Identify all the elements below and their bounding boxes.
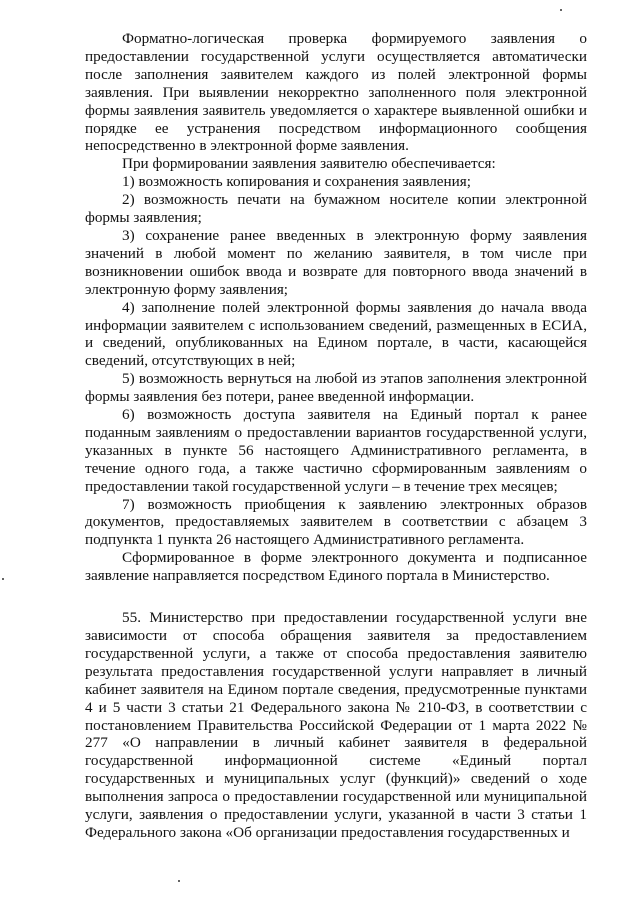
document-page [85, 30, 587, 842]
list-item-6: 6) возможность доступа заявителя на Единый портал к ранее поданным заявлениям о предоставлении вариантов государственной услуги, указанных в пункте 56 настоящего Административного регламента, в течение одного года, а также частично сформированным заявлениям о предоставлении такой государственной услуги – в течение трех месяцев; [85, 406, 587, 495]
list-item-5: 5) возможность вернуться на любой из этапов заполнения электронной формы заявления без потери, ранее введенной информации. [85, 370, 587, 406]
list-item-4: 4) заполнение полей электронной формы заявления до начала ввода информации заявителем с использованием сведений, размещенных в ЕСИА, и сведений, опубликованных на Едином портале, в части, касающейся сведений, отсутствующих в ней; [85, 298, 587, 370]
paragraph-submission: Сформированное в форме электронного документа и подписанное заявление направляется посредством Единого портала в Министерство. [85, 549, 587, 585]
paragraph-format-check: Форматно-логическая проверка формируемого заявления о предоставлении государственной услуги осуществляется автоматически после заполнения заявителем каждого из полей электронной формы заявления. При выявлении некорректно заполненного поля электронной формы заявления заявитель уведомляется о характере выявленной ошибки и порядке ее устранения посредством информационного сообщения непосредственно в электронной форме заявления. [85, 30, 587, 155]
scan-speck [560, 9, 562, 11]
list-item-7: 7) возможность приобщения к заявлению электронных образов документов, предоставляемых заявителем в соответствии с абзацем 3 подпункта 1 пункта 26 настоящего Административного регламента. [85, 495, 587, 549]
paragraph-55: 55. Министерство при предоставлении государственной услуги вне зависимости от способа обращения заявителя за предоставлением государственной услуги, а также от способа предоставления заявителю результата предоставления государственной услуги направляет в личный кабинет заявителя на Едином портале сведения, предусмотренные пунктами 4 и 5 части 3 статьи 21 Федерального закона № 210-ФЗ, в соответствии с постановлением Правительства Российской Федерации от 1 марта 2022 № 277 «О направлении в личный кабинет заявителя в федеральной государственной информационной системе «Единый портал государственных и муниципальных услуг (функций)» сведений о ходе выполнения запроса о предоставлении государственной или муниципальной услуги, заявления о предоставлении услуги, указанной в части 3 статьи 1 Федерального закона «Об организации предоставления государственных и [85, 609, 587, 841]
list-item-2: 2) возможность печати на бумажном носителе копии электронной формы заявления; [85, 191, 587, 227]
paragraph-gap [85, 585, 587, 609]
list-item-1: 1) возможность копирования и сохранения заявления; [122, 173, 471, 191]
paragraph-provisions-intro: При формировании заявления заявителю обеспечивается: [122, 155, 496, 173]
list-item-3: 3) сохранение ранее введенных в электронную форму заявления значений в любой момент по желанию заявителя, в том числе при возникновении ошибок ввода и возврате для повторного ввода значений в электронную форму заявления; [85, 226, 587, 298]
scan-speck [178, 880, 180, 882]
scan-speck [2, 578, 4, 580]
